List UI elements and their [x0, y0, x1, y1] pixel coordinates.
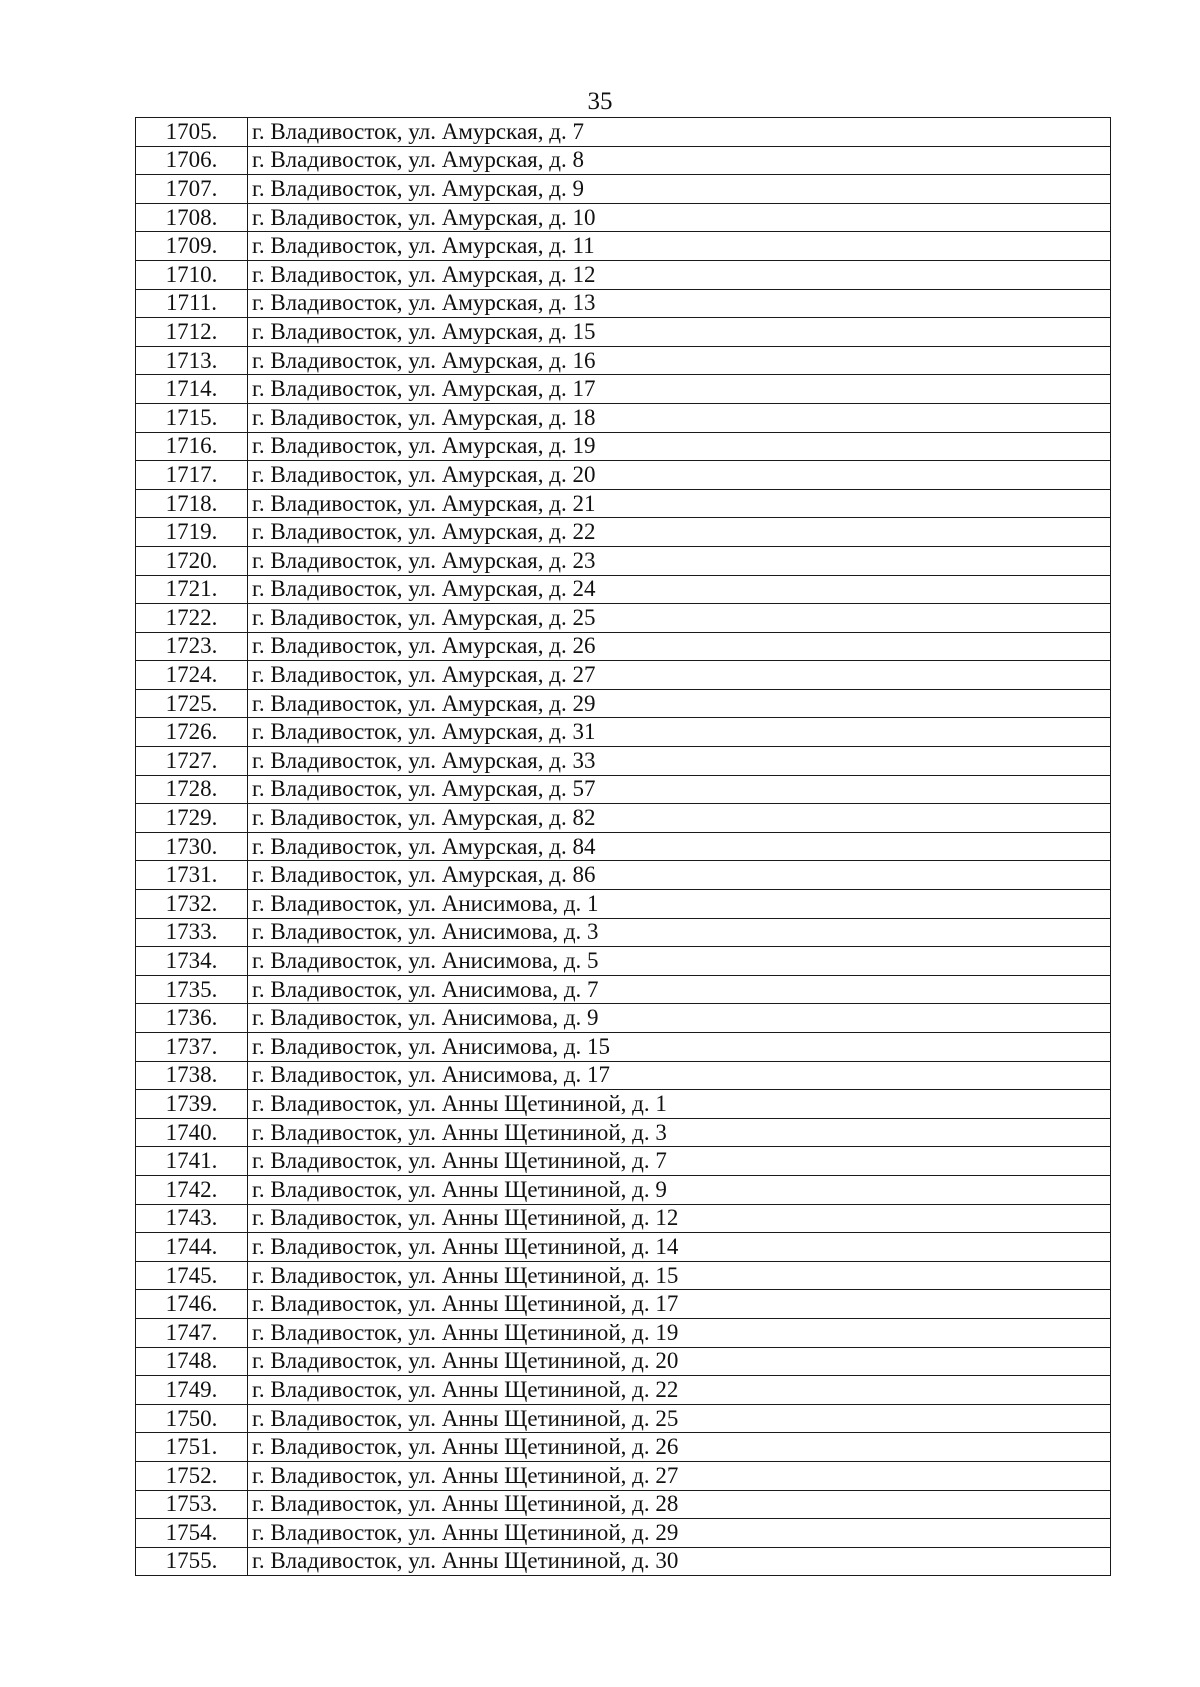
address-cell: г. Владивосток, ул. Амурская, д. 29 — [248, 689, 1111, 718]
row-number-cell: 1706. — [136, 146, 248, 175]
address-cell: г. Владивосток, ул. Анисимова, д. 3 — [248, 918, 1111, 947]
table-row — [136, 861, 1111, 890]
address-cell: г. Владивосток, ул. Амурская, д. 19 — [248, 432, 1111, 461]
address-cell: г. Владивосток, ул. Амурская, д. 15 — [248, 318, 1111, 347]
row-number-cell: 1755. — [136, 1547, 248, 1576]
address-cell: г. Владивосток, ул. Амурская, д. 25 — [248, 604, 1111, 633]
row-number-cell: 1716. — [136, 432, 248, 461]
table-row — [136, 1175, 1111, 1204]
table-row — [136, 918, 1111, 947]
table-row — [136, 1233, 1111, 1262]
row-number-cell: 1718. — [136, 489, 248, 518]
address-cell: г. Владивосток, ул. Анны Щетининой, д. 9 — [248, 1175, 1111, 1204]
table-row — [136, 661, 1111, 690]
row-number-cell: 1724. — [136, 661, 248, 690]
address-cell: г. Владивосток, ул. Анисимова, д. 9 — [248, 1004, 1111, 1033]
table-row — [136, 289, 1111, 318]
address-cell: г. Владивосток, ул. Амурская, д. 86 — [248, 861, 1111, 890]
address-cell: г. Владивосток, ул. Анны Щетининой, д. 26 — [248, 1433, 1111, 1462]
address-cell: г. Владивосток, ул. Амурская, д. 24 — [248, 575, 1111, 604]
row-number-cell: 1705. — [136, 118, 248, 147]
row-number-cell: 1713. — [136, 346, 248, 375]
address-cell: г. Владивосток, ул. Амурская, д. 20 — [248, 461, 1111, 490]
address-cell: г. Владивосток, ул. Анны Щетининой, д. 15 — [248, 1261, 1111, 1290]
table-row — [136, 118, 1111, 147]
address-cell: г. Владивосток, ул. Анисимова, д. 5 — [248, 947, 1111, 976]
row-number-cell: 1731. — [136, 861, 248, 890]
address-cell: г. Владивосток, ул. Амурская, д. 57 — [248, 775, 1111, 804]
address-cell: г. Владивосток, ул. Амурская, д. 7 — [248, 118, 1111, 147]
row-number-cell: 1736. — [136, 1004, 248, 1033]
address-cell: г. Владивосток, ул. Амурская, д. 18 — [248, 403, 1111, 432]
page-number: 35 — [587, 88, 613, 115]
address-cell: г. Владивосток, ул. Анны Щетининой, д. 19 — [248, 1318, 1111, 1347]
row-number-cell: 1729. — [136, 804, 248, 833]
table-row — [136, 1347, 1111, 1376]
table-row — [136, 546, 1111, 575]
row-number-cell: 1751. — [136, 1433, 248, 1462]
table-row — [136, 775, 1111, 804]
row-number-cell: 1750. — [136, 1404, 248, 1433]
row-number-cell: 1737. — [136, 1033, 248, 1062]
address-cell: г. Владивосток, ул. Амурская, д. 26 — [248, 632, 1111, 661]
address-cell: г. Владивосток, ул. Анисимова, д. 7 — [248, 975, 1111, 1004]
address-cell: г. Владивосток, ул. Амурская, д. 11 — [248, 232, 1111, 261]
row-number-cell: 1720. — [136, 546, 248, 575]
row-number-cell: 1708. — [136, 203, 248, 232]
table-row — [136, 832, 1111, 861]
table-row — [136, 1147, 1111, 1176]
row-number-cell: 1721. — [136, 575, 248, 604]
address-cell: г. Владивосток, ул. Анны Щетининой, д. 25 — [248, 1404, 1111, 1433]
address-cell: г. Владивосток, ул. Анисимова, д. 15 — [248, 1033, 1111, 1062]
address-cell: г. Владивосток, ул. Амурская, д. 82 — [248, 804, 1111, 833]
table-row — [136, 1318, 1111, 1347]
table-row — [136, 975, 1111, 1004]
row-number-cell: 1732. — [136, 890, 248, 919]
row-number-cell: 1725. — [136, 689, 248, 718]
row-number-cell: 1746. — [136, 1290, 248, 1319]
row-number-cell: 1752. — [136, 1461, 248, 1490]
table-row — [136, 1404, 1111, 1433]
row-number-cell: 1730. — [136, 832, 248, 861]
table-row — [136, 146, 1111, 175]
row-number-cell: 1709. — [136, 232, 248, 261]
row-number-cell: 1754. — [136, 1519, 248, 1548]
row-number-cell: 1711. — [136, 289, 248, 318]
row-number-cell: 1717. — [136, 461, 248, 490]
address-table-body — [136, 118, 1111, 1576]
table-row — [136, 1433, 1111, 1462]
address-cell: г. Владивосток, ул. Анисимова, д. 1 — [248, 890, 1111, 919]
table-row — [136, 1261, 1111, 1290]
address-cell: г. Владивосток, ул. Анны Щетининой, д. 3 — [248, 1118, 1111, 1147]
table-row — [136, 375, 1111, 404]
row-number-cell: 1712. — [136, 318, 248, 347]
table-row — [136, 747, 1111, 776]
row-number-cell: 1743. — [136, 1204, 248, 1233]
address-cell: г. Владивосток, ул. Анны Щетининой, д. 28 — [248, 1490, 1111, 1519]
table-row — [136, 1033, 1111, 1062]
address-cell: г. Владивосток, ул. Анны Щетининой, д. 30 — [248, 1547, 1111, 1576]
row-number-cell: 1735. — [136, 975, 248, 1004]
table-row — [136, 632, 1111, 661]
table-row — [136, 1490, 1111, 1519]
table-row — [136, 232, 1111, 261]
address-cell: г. Владивосток, ул. Анны Щетининой, д. 29 — [248, 1519, 1111, 1548]
row-number-cell: 1722. — [136, 604, 248, 633]
row-number-cell: 1753. — [136, 1490, 248, 1519]
row-number-cell: 1741. — [136, 1147, 248, 1176]
table-row — [136, 1290, 1111, 1319]
table-row — [136, 689, 1111, 718]
address-cell: г. Владивосток, ул. Амурская, д. 27 — [248, 661, 1111, 690]
row-number-cell: 1710. — [136, 260, 248, 289]
table-row — [136, 489, 1111, 518]
row-number-cell: 1740. — [136, 1118, 248, 1147]
row-number-cell: 1727. — [136, 747, 248, 776]
address-cell: г. Владивосток, ул. Анны Щетининой, д. 14 — [248, 1233, 1111, 1262]
table-row — [136, 890, 1111, 919]
table-row — [136, 804, 1111, 833]
table-row — [136, 947, 1111, 976]
table-row — [136, 203, 1111, 232]
row-number-cell: 1714. — [136, 375, 248, 404]
row-number-cell: 1734. — [136, 947, 248, 976]
row-number-cell: 1749. — [136, 1376, 248, 1405]
row-number-cell: 1728. — [136, 775, 248, 804]
table-row — [136, 518, 1111, 547]
table-row — [136, 1061, 1111, 1090]
row-number-cell: 1723. — [136, 632, 248, 661]
row-number-cell: 1733. — [136, 918, 248, 947]
table-row — [136, 1547, 1111, 1576]
table-row — [136, 403, 1111, 432]
address-table — [135, 117, 1111, 1576]
address-cell: г. Владивосток, ул. Анисимова, д. 17 — [248, 1061, 1111, 1090]
address-cell: г. Владивосток, ул. Амурская, д. 13 — [248, 289, 1111, 318]
address-cell: г. Владивосток, ул. Анны Щетининой, д. 1 — [248, 1090, 1111, 1119]
table-row — [136, 1376, 1111, 1405]
table-row — [136, 346, 1111, 375]
row-number-cell: 1719. — [136, 518, 248, 547]
address-cell: г. Владивосток, ул. Амурская, д. 17 — [248, 375, 1111, 404]
row-number-cell: 1738. — [136, 1061, 248, 1090]
address-cell: г. Владивосток, ул. Амурская, д. 33 — [248, 747, 1111, 776]
address-cell: г. Владивосток, ул. Амурская, д. 23 — [248, 546, 1111, 575]
address-cell: г. Владивосток, ул. Амурская, д. 8 — [248, 146, 1111, 175]
address-cell: г. Владивосток, ул. Анны Щетининой, д. 12 — [248, 1204, 1111, 1233]
row-number-cell: 1745. — [136, 1261, 248, 1290]
address-cell: г. Владивосток, ул. Амурская, д. 22 — [248, 518, 1111, 547]
address-cell: г. Владивосток, ул. Анны Щетининой, д. 22 — [248, 1376, 1111, 1405]
table-row — [136, 175, 1111, 204]
table-row — [136, 1004, 1111, 1033]
address-cell: г. Владивосток, ул. Анны Щетининой, д. 7 — [248, 1147, 1111, 1176]
row-number-cell: 1739. — [136, 1090, 248, 1119]
address-cell: г. Владивосток, ул. Амурская, д. 84 — [248, 832, 1111, 861]
table-row — [136, 432, 1111, 461]
address-cell: г. Владивосток, ул. Амурская, д. 12 — [248, 260, 1111, 289]
table-row — [136, 260, 1111, 289]
table-row — [136, 1519, 1111, 1548]
address-cell: г. Владивосток, ул. Анны Щетининой, д. 27 — [248, 1461, 1111, 1490]
table-row — [136, 1118, 1111, 1147]
row-number-cell: 1726. — [136, 718, 248, 747]
row-number-cell: 1742. — [136, 1175, 248, 1204]
table-row — [136, 1090, 1111, 1119]
row-number-cell: 1707. — [136, 175, 248, 204]
table-row — [136, 575, 1111, 604]
row-number-cell: 1715. — [136, 403, 248, 432]
table-row — [136, 718, 1111, 747]
table-row — [136, 461, 1111, 490]
row-number-cell: 1748. — [136, 1347, 248, 1376]
address-cell: г. Владивосток, ул. Анны Щетининой, д. 20 — [248, 1347, 1111, 1376]
table-row — [136, 318, 1111, 347]
table-row — [136, 604, 1111, 633]
address-cell: г. Владивосток, ул. Амурская, д. 16 — [248, 346, 1111, 375]
row-number-cell: 1747. — [136, 1318, 248, 1347]
address-cell: г. Владивосток, ул. Амурская, д. 10 — [248, 203, 1111, 232]
address-cell: г. Владивосток, ул. Амурская, д. 9 — [248, 175, 1111, 204]
row-number-cell: 1744. — [136, 1233, 248, 1262]
table-row — [136, 1204, 1111, 1233]
address-cell: г. Владивосток, ул. Амурская, д. 31 — [248, 718, 1111, 747]
table-row — [136, 1461, 1111, 1490]
address-cell: г. Владивосток, ул. Анны Щетининой, д. 17 — [248, 1290, 1111, 1319]
address-cell: г. Владивосток, ул. Амурская, д. 21 — [248, 489, 1111, 518]
